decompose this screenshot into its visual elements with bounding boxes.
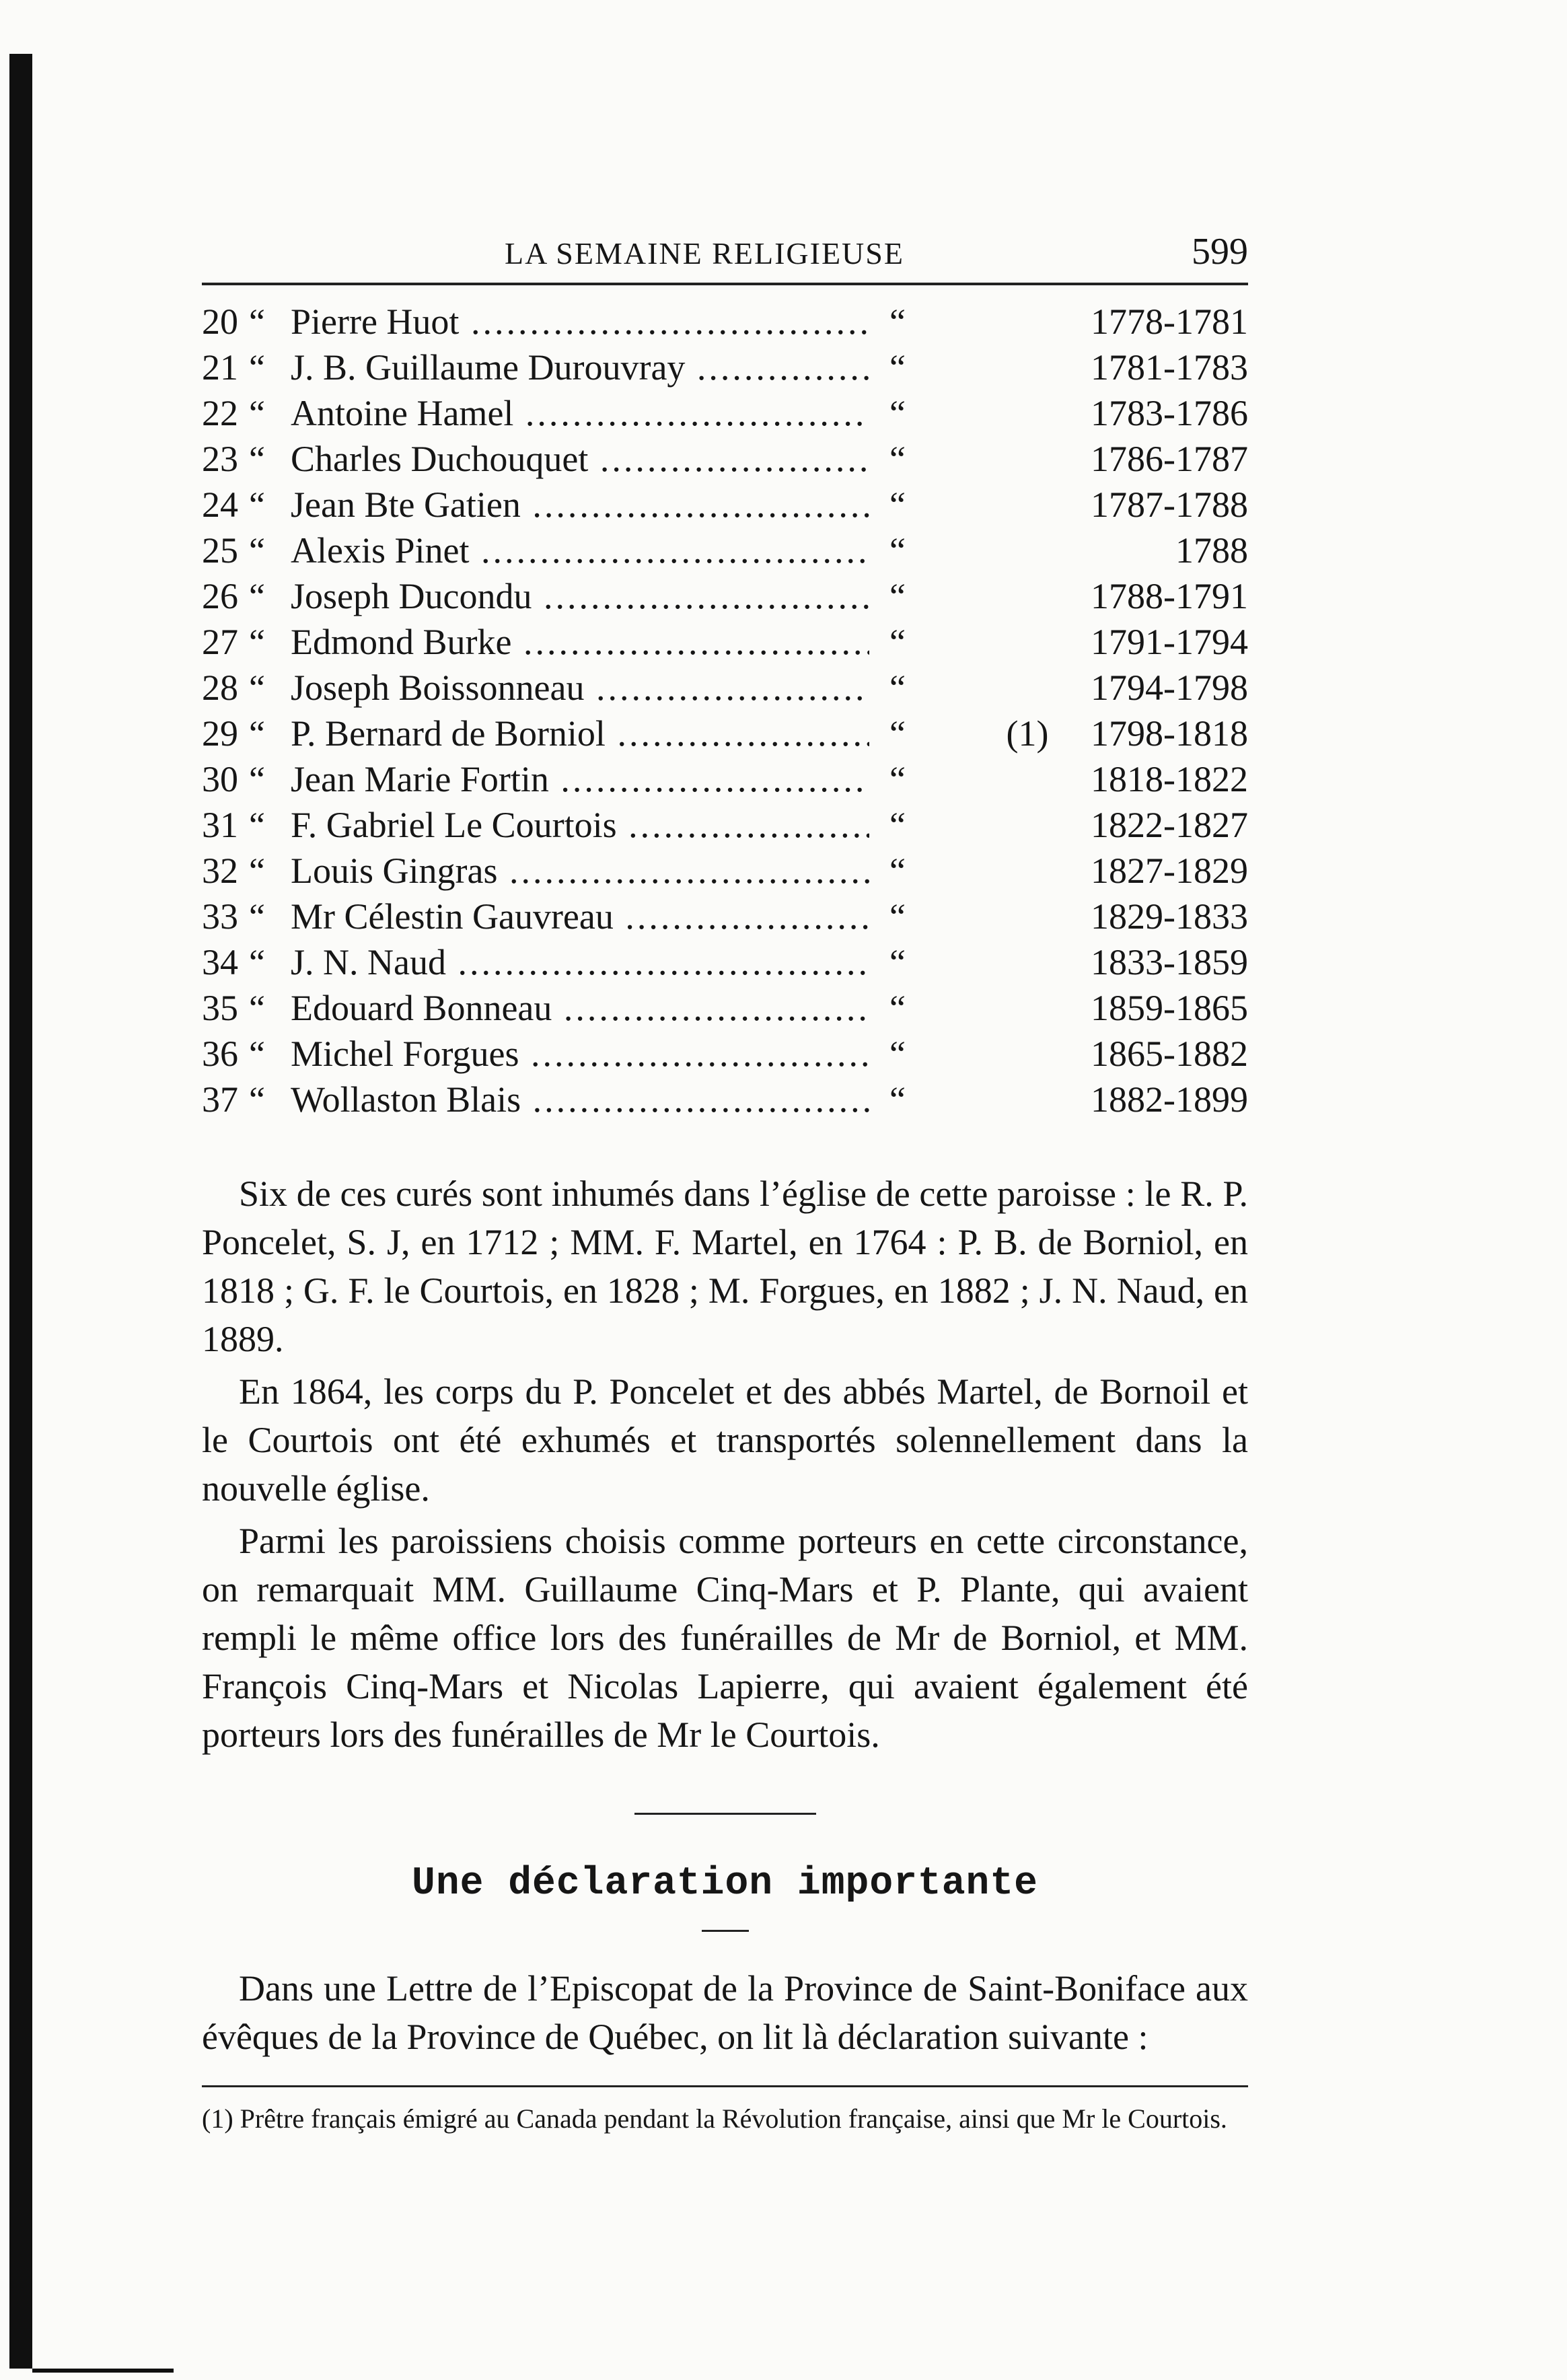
registry-row bbox=[202, 482, 1248, 528]
tenure-years: 1791-1794 bbox=[1091, 622, 1248, 662]
ditto-mark: “ bbox=[889, 759, 906, 799]
footnote-rule bbox=[202, 2085, 1248, 2087]
tenure-years: 1788-1791 bbox=[1091, 576, 1248, 616]
tenure-years: 1788 bbox=[1175, 530, 1248, 571]
cure-name: Alexis Pinet ..... bbox=[291, 528, 869, 573]
ditto-mark: “ bbox=[889, 942, 906, 982]
registry-number: 24 bbox=[202, 484, 238, 525]
cure-name: Mr Célestin Gauvreau ..... bbox=[291, 894, 869, 939]
registry-number: 31 bbox=[202, 805, 238, 845]
ditto-prefix: “ bbox=[249, 347, 265, 388]
registry-row bbox=[202, 436, 1248, 482]
ditto-mark: “ bbox=[889, 576, 906, 616]
cure-name: J. N. Naud ..... bbox=[291, 939, 869, 985]
ditto-prefix: “ bbox=[249, 851, 265, 891]
cure-name: Edmond Burke ..... bbox=[291, 619, 869, 665]
registry-row bbox=[202, 1077, 1248, 1122]
registry-number: 32 bbox=[202, 851, 238, 891]
ditto-prefix: “ bbox=[249, 301, 265, 342]
registry-row bbox=[202, 985, 1248, 1031]
cure-name: Louis Gingras ..... bbox=[291, 848, 869, 894]
paragraph-exhumation: En 1864, les corps du P. Poncelet et des abbés Martel, de Bornoil et le Courtois ont été exhumés et transportés solennellement dans la nouvelle église. bbox=[202, 1371, 1248, 1509]
registry-row bbox=[202, 894, 1248, 939]
registry-number: 33 bbox=[202, 896, 238, 937]
ditto-prefix: “ bbox=[249, 896, 265, 937]
title-rule bbox=[702, 1930, 749, 1932]
registry-number: 29 bbox=[202, 713, 238, 754]
ditto-mark: “ bbox=[889, 393, 906, 433]
registry-number: 35 bbox=[202, 988, 238, 1028]
tenure-years: 1798-1818 bbox=[1091, 713, 1248, 754]
registry-row bbox=[202, 345, 1248, 390]
running-header bbox=[202, 222, 1248, 285]
tenure-years: 1865-1882 bbox=[1091, 1034, 1248, 1074]
cure-name: Joseph Ducondu ..... bbox=[291, 573, 869, 619]
page-number: 599 bbox=[1192, 231, 1248, 273]
tenure-years: 1781-1783 bbox=[1091, 347, 1248, 388]
cure-name: P. Bernard de Borniol ..... bbox=[291, 711, 869, 756]
page bbox=[202, 222, 1248, 2137]
ditto-prefix: “ bbox=[249, 942, 265, 982]
ditto-prefix: “ bbox=[249, 439, 265, 479]
tenure-years: 1787-1788 bbox=[1091, 484, 1248, 525]
running-title: LA SEMAINE RELIGIEUSE bbox=[505, 236, 904, 271]
binding-edge bbox=[9, 54, 32, 2369]
ditto-prefix: “ bbox=[249, 576, 265, 616]
ditto-mark: “ bbox=[889, 668, 906, 708]
ditto-prefix: “ bbox=[249, 759, 265, 799]
ditto-prefix: “ bbox=[249, 1034, 265, 1074]
ditto-mark: “ bbox=[889, 851, 906, 891]
tenure-years: 1818-1822 bbox=[1091, 759, 1248, 799]
ditto-mark: “ bbox=[889, 530, 906, 571]
cure-name: Jean Bte Gatien ..... bbox=[291, 482, 869, 528]
cure-name: Edouard Bonneau ..... bbox=[291, 985, 869, 1031]
tenure-years: 1794-1798 bbox=[1091, 668, 1248, 708]
ditto-mark: “ bbox=[889, 896, 906, 937]
registry-row bbox=[202, 390, 1248, 436]
ditto-mark: “ bbox=[889, 1079, 906, 1120]
binding-foot bbox=[32, 2342, 174, 2373]
ditto-prefix: “ bbox=[249, 393, 265, 433]
ditto-mark: “ bbox=[889, 713, 906, 754]
registry-number: 37 bbox=[202, 1079, 238, 1120]
ditto-mark: “ bbox=[889, 988, 906, 1028]
registry-row bbox=[202, 939, 1248, 985]
ditto-prefix: “ bbox=[249, 1079, 265, 1120]
registry-number: 21 bbox=[202, 347, 238, 388]
registry-row bbox=[202, 573, 1248, 619]
paragraph-declaration: Dans une Lettre de l’Episcopat de la Province de Saint-Boniface aux évêques de la Province de Québec, on lit là déclaration suivante : bbox=[202, 1968, 1248, 2057]
registry-row bbox=[202, 711, 1248, 756]
registry-number: 28 bbox=[202, 668, 238, 708]
registry-row bbox=[202, 528, 1248, 573]
ditto-prefix: “ bbox=[249, 622, 265, 662]
cure-name: F. Gabriel Le Courtois ..... bbox=[291, 802, 869, 848]
tenure-years: 1827-1829 bbox=[1091, 851, 1248, 891]
ditto-prefix: “ bbox=[249, 668, 265, 708]
paragraph-bearers: Parmi les paroissiens choisis comme porteurs en cette circonstance, on remarquait MM. Guillaume Cinq-Mars et P. Plante, qui avaient rempli le même office lors des funérailles de Mr de Borniol, et MM. François Cinq-Mars et Nicolas Lapierre, qui avaient également été porteurs lors des funérailles de Mr le Courtois. bbox=[202, 1521, 1248, 1755]
registry-number: 25 bbox=[202, 530, 238, 571]
cure-registry bbox=[202, 299, 1248, 1122]
cure-name: Joseph Boissonneau ..... bbox=[291, 665, 869, 711]
registry-row bbox=[202, 802, 1248, 848]
registry-row bbox=[202, 665, 1248, 711]
cure-name: J. B. Guillaume Durouvray ..... bbox=[291, 345, 869, 390]
cure-name: Jean Marie Fortin ..... bbox=[291, 756, 869, 802]
section-divider bbox=[634, 1813, 816, 1815]
registry-row bbox=[202, 619, 1248, 665]
registry-number: 30 bbox=[202, 759, 238, 799]
ditto-prefix: “ bbox=[249, 713, 265, 754]
registry-number: 26 bbox=[202, 576, 238, 616]
ditto-mark: “ bbox=[889, 484, 906, 525]
registry-number: 27 bbox=[202, 622, 238, 662]
registry-row bbox=[202, 299, 1248, 345]
tenure-years: 1778-1781 bbox=[1091, 301, 1248, 342]
section-title: Une déclaration importante bbox=[412, 1862, 1038, 1906]
ditto-mark: “ bbox=[889, 301, 906, 342]
ditto-mark: “ bbox=[889, 439, 906, 479]
paragraph-burials: Six de ces curés sont inhumés dans l’église de cette paroisse : le R. P. Poncelet, S. J, en 1712 ; MM. F. Martel, en 1764 : P. B. de Borniol, en 1818 ; G. F. le Courtois, en 1828 ; M. Forgues, en 1882 ; J. N. Naud, en 1889. bbox=[202, 1174, 1248, 1359]
ditto-prefix: “ bbox=[249, 484, 265, 525]
registry-number: 34 bbox=[202, 942, 238, 982]
ditto-mark: “ bbox=[889, 347, 906, 388]
registry-row bbox=[202, 848, 1248, 894]
tenure-years: 1822-1827 bbox=[1091, 805, 1248, 845]
cure-name: Pierre Huot ..... bbox=[291, 299, 869, 345]
ditto-mark: “ bbox=[889, 805, 906, 845]
ditto-prefix: “ bbox=[249, 530, 265, 571]
cure-name: Antoine Hamel ..... bbox=[291, 390, 869, 436]
tenure-years: 1783-1786 bbox=[1091, 393, 1248, 433]
ditto-prefix: “ bbox=[249, 805, 265, 845]
cure-name: Wollaston Blais ..... bbox=[291, 1077, 869, 1122]
tenure-years: 1859-1865 bbox=[1091, 988, 1248, 1028]
tenure-years: 1786-1787 bbox=[1091, 439, 1248, 479]
ditto-prefix: “ bbox=[249, 988, 265, 1028]
ditto-mark: “ bbox=[889, 622, 906, 662]
tenure-years: 1833-1859 bbox=[1091, 942, 1248, 982]
registry-row bbox=[202, 756, 1248, 802]
registry-number: 36 bbox=[202, 1034, 238, 1074]
registry-number: 22 bbox=[202, 393, 238, 433]
footnote-ref: (1) bbox=[1006, 713, 1049, 754]
cure-name: Michel Forgues ..... bbox=[291, 1031, 869, 1077]
cure-name: Charles Duchouquet ..... bbox=[291, 436, 869, 482]
registry-number: 23 bbox=[202, 439, 238, 479]
registry-number: 20 bbox=[202, 301, 238, 342]
registry-row bbox=[202, 1031, 1248, 1077]
tenure-years: 1882-1899 bbox=[1091, 1079, 1248, 1120]
ditto-mark: “ bbox=[889, 1034, 906, 1074]
tenure-years: 1829-1833 bbox=[1091, 896, 1248, 937]
footnote: (1) Prêtre français émigré au Canada pendant la Révolution française, ainsi que Mr le Courtois. bbox=[202, 2103, 1227, 2134]
